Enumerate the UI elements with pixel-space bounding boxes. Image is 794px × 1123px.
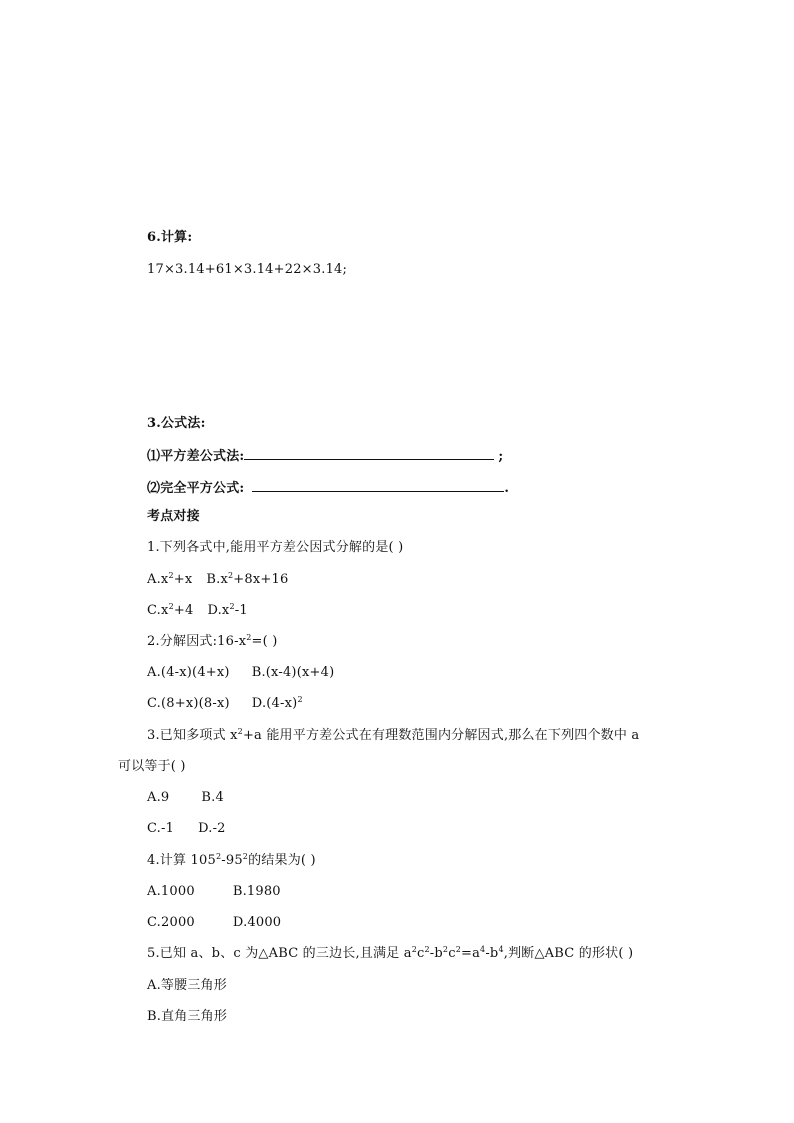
q3-option-b: B.4 [201, 790, 224, 805]
q1-options-cd [147, 603, 248, 619]
perfect-square-label: ⑵完全平方公式: [147, 481, 245, 496]
q4-option-c: C.2000 [147, 915, 195, 930]
q1-option-c: $C.x^2+4$ [147, 602, 194, 618]
q1-option-a: $A.x^2+x$ [147, 571, 193, 587]
q5-stem: 5.已知 a、b、c 为△ABC 的三边长,且满足 $a^2c^2-b^2c^2=a^4-b^4$,判断△ABC 的形状( ) [147, 945, 634, 961]
q3-options-ab [147, 790, 224, 806]
q6-expression: 17×3.14+61×3.14+22×3.14; [147, 262, 348, 277]
q2-option-b: B.(x-4)(x+4) [251, 665, 335, 680]
q5-option-b: B.直角三角形 [147, 1009, 228, 1024]
q4-options-cd [147, 915, 281, 931]
q6-title: 6.计算: [147, 230, 193, 245]
q2-options-cd [147, 696, 303, 712]
diff-squares-end: ; [498, 449, 504, 464]
diff-squares-label: ⑴平方差公式法: [147, 449, 245, 464]
q4-stem: 4.计算 $105^2-95^2$的结果为( ) [147, 852, 316, 868]
q1-option-b: $B.x^2+8x+16$ [206, 571, 289, 587]
q3-option-d: D.-2 [198, 821, 226, 836]
q1-options-ab [147, 572, 288, 588]
perfect-square-end: . [504, 481, 510, 496]
perfect-square-blank[interactable] [252, 479, 504, 492]
q4-option-d: D.4000 [232, 915, 282, 930]
q2-options-ab [147, 665, 334, 681]
q5-option-a: A.等腰三角形 [147, 978, 227, 993]
q3-option-a: A.9 [147, 790, 170, 805]
q3-option-c: C.-1 [147, 821, 175, 836]
q2-stem: 2.分解因式$:16-x^2=$( ) [147, 633, 278, 649]
q3-options-cd [147, 821, 226, 837]
q3-stem-line2: 可以等于( ) [118, 759, 186, 774]
diff-squares-line [147, 447, 503, 465]
q3-stem-line1: 3.已知多项式 $x^2+a$ 能用平方差公式在有理数范围内分解因式,那么在下列四个数中 a [147, 727, 640, 743]
q2-option-a: A.(4-x)(4+x) [147, 665, 230, 680]
q2-option-c: C.(8+x)(8-x) [147, 696, 230, 711]
formula-heading: 3.公式法: [147, 416, 206, 431]
section-title: 考点对接 [147, 509, 200, 524]
q1-stem: 1.下列各式中,能用平方差公因式分解的是( ) [147, 540, 404, 555]
q2-option-d: $D.(4-x)^2$ [251, 695, 303, 711]
perfect-square-line [147, 479, 509, 497]
q4-option-b: B.1980 [232, 884, 281, 899]
q4-options-ab [147, 884, 281, 900]
q1-option-d: $D.x^2-1$ [207, 602, 248, 618]
q4-option-a: A.1000 [147, 884, 195, 899]
diff-squares-blank[interactable] [244, 447, 494, 460]
